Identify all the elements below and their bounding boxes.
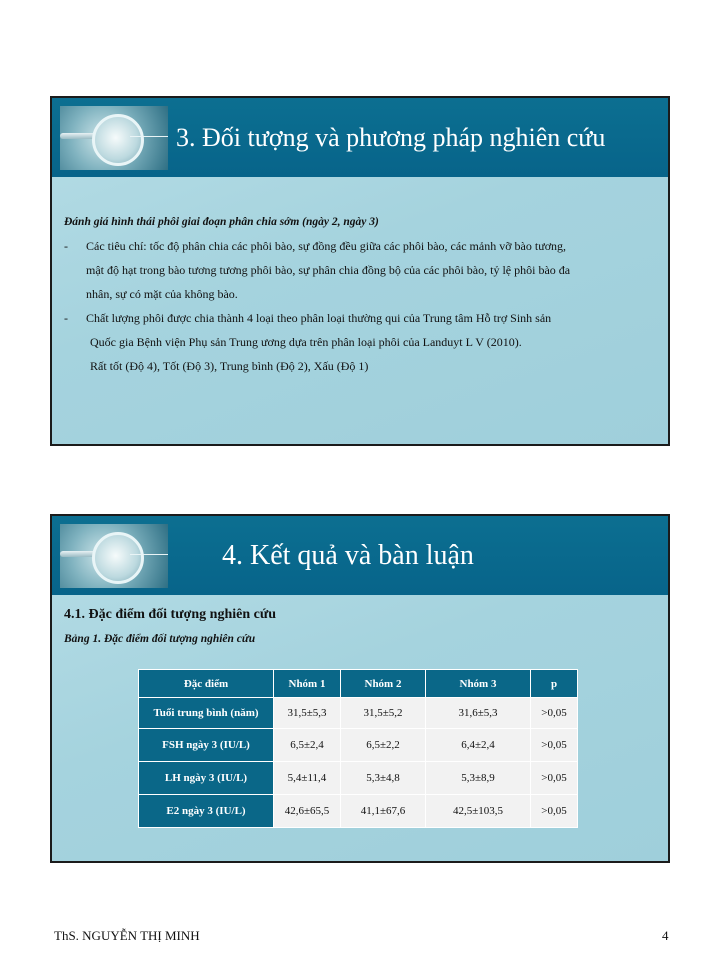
table-cell: 5,4±11,4 (274, 762, 341, 795)
table-row (139, 795, 578, 828)
table-cell: 31,6±5,3 (426, 698, 531, 729)
column-header: Đặc điểm (139, 670, 274, 698)
table-row (139, 762, 578, 795)
characteristics-table (138, 669, 578, 828)
table-cell: 6,5±2,2 (341, 729, 426, 762)
column-header: Nhóm 2 (341, 670, 426, 698)
table-cell: 6,5±2,4 (274, 729, 341, 762)
table-cell: 41,1±67,6 (341, 795, 426, 828)
bullet-text: mật độ hạt trong bào tương tương phôi bào, sự phân chia đồng bộ của các phôi bào, tỷ lệ phôi bào đa (86, 263, 571, 277)
bullet-dash: - (64, 239, 68, 253)
bullet-dash: - (64, 311, 68, 325)
bullet-text: nhân, sự có mặt của không bào. (86, 287, 238, 301)
column-header: Nhóm 3 (426, 670, 531, 698)
section-heading: 4.1. Đặc điểm đối tượng nghiên cứu (64, 607, 277, 622)
table-caption: Bảng 1. Đặc điểm đối tượng nghiên cứu (64, 633, 256, 645)
slide-header (52, 516, 668, 595)
table-header-row (139, 670, 578, 698)
table-cell: >0,05 (531, 762, 578, 795)
bullet-text: Quốc gia Bệnh viện Phụ sản Trung ương dựa trên phân loại phôi của Landuyt L V (2010). (90, 335, 522, 349)
slide-methods (50, 96, 670, 446)
table-cell: 31,5±5,3 (274, 698, 341, 729)
table-cell: >0,05 (531, 729, 578, 762)
list-item (64, 234, 660, 258)
table-cell: 42,6±65,5 (274, 795, 341, 828)
slide-title: 3. Đối tượng và phương pháp nghiên cứu (176, 123, 606, 152)
page-number: 4 (662, 928, 669, 943)
table-cell: 5,3±8,9 (426, 762, 531, 795)
column-header: Nhóm 1 (274, 670, 341, 698)
table-row (139, 729, 578, 762)
bullet-text: Chất lượng phôi được chia thành 4 loại theo phân loại thường qui của Trung tâm Hỗ trợ Sinh sản (86, 311, 552, 325)
footer-author: ThS. NGUYỄN THỊ MINH (54, 928, 200, 943)
slide-header (52, 98, 668, 177)
table-cell: >0,05 (531, 795, 578, 828)
table-cell: 6,4±2,4 (426, 729, 531, 762)
embryo-logo-icon (60, 524, 168, 588)
bullet-text: Rất tốt (Độ 4), Tốt (Độ 3), Trung bình (Độ 2), Xấu (Độ 1) (90, 359, 369, 373)
table-cell: 42,5±103,5 (426, 795, 531, 828)
row-label: Tuổi trung bình (năm) (139, 698, 274, 729)
embryo-logo-icon (60, 106, 168, 170)
column-header: p (531, 670, 578, 698)
table-row (139, 698, 578, 729)
list-item (64, 306, 660, 330)
row-label: FSH ngày 3 (IU/L) (139, 729, 274, 762)
row-label: E2 ngày 3 (IU/L) (139, 795, 274, 828)
body-heading: Đánh giá hình thái phôi giai đoạn phân chia sớm (ngày 2, ngày 3) (64, 216, 379, 228)
table-cell: 31,5±5,2 (341, 698, 426, 729)
slide-body (64, 210, 660, 378)
bullet-text: Các tiêu chí: tốc độ phân chia các phôi bào, sự đồng đều giữa các phôi bào, các mảnh vỡ bào tương, (86, 239, 567, 253)
slide-results (50, 514, 670, 863)
table-cell: >0,05 (531, 698, 578, 729)
table-cell: 5,3±4,8 (341, 762, 426, 795)
slide-title: 4. Kết quả và bàn luận (222, 540, 474, 571)
row-label: LH ngày 3 (IU/L) (139, 762, 274, 795)
